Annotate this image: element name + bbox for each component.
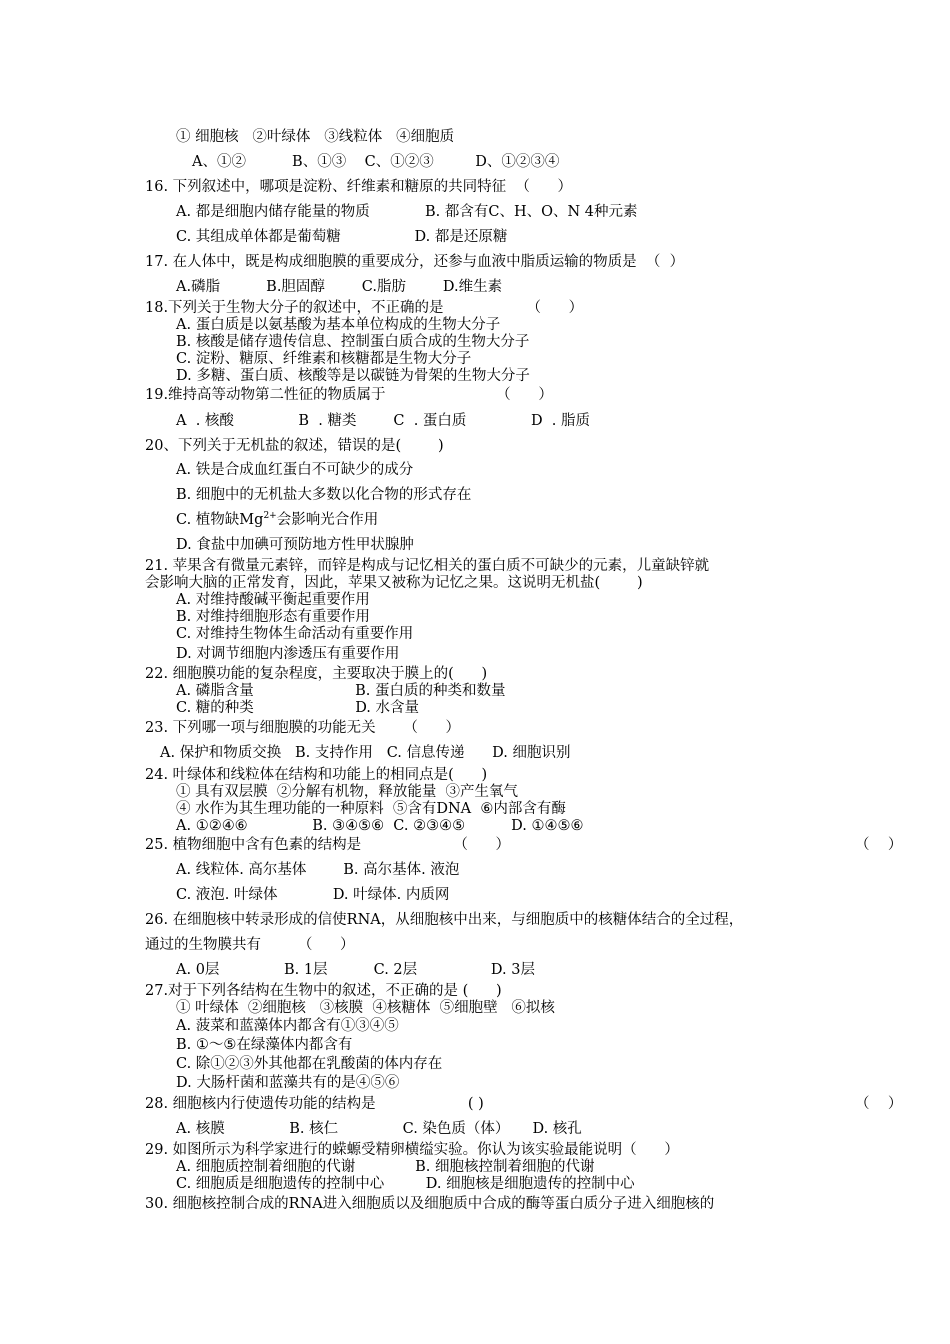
q27-choice-c: C. 除①②③外其他都在乳酸菌的体内存在 bbox=[176, 1056, 443, 1072]
q28-answer-bracket: （ ） bbox=[855, 1096, 903, 1112]
q25-choices-ab: A. 线粒体. 高尔基体 B. 高尔基体. 液泡 bbox=[176, 862, 460, 878]
q29-choices-cd: C. 细胞质是细胞遗传的控制中心 D. 细胞核是细胞遗传的控制中心 bbox=[176, 1176, 635, 1192]
q26-stem-line1: 26. 在细胞核中转录形成的信使RNA，从细胞核中出来，与细胞质中的核糖体结合的全过程， bbox=[145, 912, 744, 928]
q21-choice-c: C. 对维持生物体生命活动有重要作用 bbox=[176, 626, 414, 642]
q22-choices-ab: A. 磷脂含量 B. 蛋白质的种类和数量 bbox=[176, 683, 506, 699]
q19-choices: A . 核酸 B . 糖类 C . 蛋白质 D . 脂质 bbox=[176, 413, 591, 429]
q18-choice-b: B. 核酸是储存遗传信息、控制蛋白质合成的生物大分子 bbox=[176, 334, 530, 350]
q27-choice-b: B. ①～⑤在绿藻体内都含有 bbox=[176, 1037, 353, 1053]
q16-stem: 16. 下列叙述中，哪项是淀粉、纤维素和糖原的共同特征 （ ） bbox=[145, 179, 573, 195]
q27-items: ① 叶绿体 ②细胞核 ③核膜 ④核糖体 ⑤细胞壁 ⑥拟核 bbox=[176, 1000, 555, 1016]
q29-choices-ab: A. 细胞质控制着细胞的代谢 B. 细胞核控制着细胞的代谢 bbox=[176, 1159, 595, 1175]
q26-choices: A. 0层 B. 1层 C. 2层 D. 3层 bbox=[176, 962, 535, 978]
q23-stem: 23. 下列哪一项与细胞膜的功能无关 （ ） bbox=[145, 720, 460, 736]
q18-choice-c: C. 淀粉、糖原、纤维素和核糖都是生物大分子 bbox=[176, 351, 472, 367]
q22-stem: 22. 细胞膜功能的复杂程度，主要取决于膜上的( ) bbox=[145, 666, 488, 682]
q20-stem: 20、下列关于无机盐的叙述，错误的是( ) bbox=[145, 438, 444, 454]
q27-choice-a: A. 菠菜和蓝藻体内都含有①③④⑤ bbox=[176, 1018, 399, 1034]
q20-choice-c bbox=[176, 511, 378, 529]
q18-choice-a: A. 蛋白质是以氨基酸为基本单位构成的生物大分子 bbox=[176, 317, 501, 333]
q29-stem: 29. 如图所示为科学家进行的蝾螈受精卵横缢实验。你认为该实验最能说明（ ） bbox=[145, 1142, 679, 1158]
q27-choice-d: D. 大肠杆菌和蓝藻共有的是④⑤⑥ bbox=[176, 1075, 400, 1091]
q21-choice-a: A. 对维持酸碱平衡起重要作用 bbox=[176, 592, 370, 608]
q20-choice-a: A. 铁是合成血红蛋白不可缺少的成分 bbox=[176, 462, 414, 478]
q30-stem: 30. 细胞核控制合成的RNA进入细胞质以及细胞质中合成的酶等蛋白质分子进入细胞核的 bbox=[145, 1196, 715, 1212]
q15-choices: A、①② B、①③ C、①②③ D、①②③④ bbox=[192, 154, 560, 170]
q20-choice-b: B. 细胞中的无机盐大多数以化合物的形式存在 bbox=[176, 487, 472, 503]
q18-choice-d: D. 多糖、蛋白质、核酸等是以碳链为骨架的生物大分子 bbox=[176, 368, 530, 384]
mg-charge-superscript: 2+ bbox=[263, 511, 277, 522]
q15-options-list: ① 细胞核 ②叶绿体 ③线粒体 ④细胞质 bbox=[176, 129, 455, 145]
q21-stem-line1: 21. 苹果含有微量元素锌，而锌是构成与记忆相关的蛋白质不可缺少的元素，儿童缺锌就 bbox=[145, 558, 710, 574]
q20-choice-d: D. 食盐中加碘可预防地方性甲状腺肿 bbox=[176, 537, 414, 553]
q16-choices-ab: A. 都是细胞内储存能量的物质 B. 都含有C、H、O、N 4种元素 bbox=[176, 204, 638, 220]
q25-stem: 25. 植物细胞中含有色素的结构是 （ ） bbox=[145, 837, 511, 853]
q28-choices: A. 核膜 B. 核仁 C. 染色质（体） D. 核孔 bbox=[176, 1121, 582, 1137]
q26-stem-line2: 通过的生物膜共有 （ ） bbox=[145, 937, 355, 953]
q19-stem: 19.维持高等动物第二性征的物质属于 （ ） bbox=[145, 387, 553, 403]
q28-stem: 28. 细胞核内行使遗传功能的结构是 ( ) bbox=[145, 1096, 484, 1112]
q24-choices: A. ①②④⑥ B. ③④⑤⑥ C. ②③④⑤ D. ①④⑤⑥ bbox=[176, 818, 584, 834]
q25-choices-cd: C. 液泡. 叶绿体 D. 叶绿体. 内质网 bbox=[176, 887, 450, 903]
q16-choices-cd: C. 其组成单体都是葡萄糖 D. 都是还原糖 bbox=[176, 229, 508, 245]
q20-choice-c-prefix: C. 植物缺Mg bbox=[176, 512, 264, 528]
q27-stem: 27.对于下列各结构在生物中的叙述，不正确的是 ( ) bbox=[145, 983, 502, 999]
q17-stem: 17. 在人体中，既是构成细胞膜的重要成分，还参与血液中脂质运输的物质是 （ ） bbox=[145, 254, 685, 270]
q21-stem-line2: 会影响大脑的正常发育，因此，苹果又被称为记忆之果。这说明无机盐( ) bbox=[145, 575, 643, 591]
q18-stem: 18.下列关于生物大分子的叙述中，不正确的是 （ ） bbox=[145, 300, 584, 316]
q21-choice-d: D. 对调节细胞内渗透压有重要作用 bbox=[176, 646, 400, 662]
q23-choices: A. 保护和物质交换 B. 支持作用 C. 信息传递 D. 细胞识别 bbox=[160, 745, 571, 761]
q24-items-line2: ④ 水作为其生理功能的一种原料 ⑤含有DNA ⑥内部含有酶 bbox=[176, 801, 566, 817]
q21-choice-b: B. 对维持细胞形态有重要作用 bbox=[176, 609, 370, 625]
q24-items-line1: ① 具有双层膜 ②分解有机物，释放能量 ③产生氧气 bbox=[176, 784, 519, 800]
q20-choice-c-suffix: 会影响光合作用 bbox=[276, 512, 379, 528]
q25-answer-bracket: （ ） bbox=[855, 837, 903, 853]
q17-choices: A.磷脂 B.胆固醇 C.脂肪 D.维生素 bbox=[176, 279, 503, 295]
q22-choices-cd: C. 糖的种类 D. 水含量 bbox=[176, 700, 420, 716]
q24-stem: 24. 叶绿体和线粒体在结构和功能上的相同点是( ) bbox=[145, 767, 488, 783]
